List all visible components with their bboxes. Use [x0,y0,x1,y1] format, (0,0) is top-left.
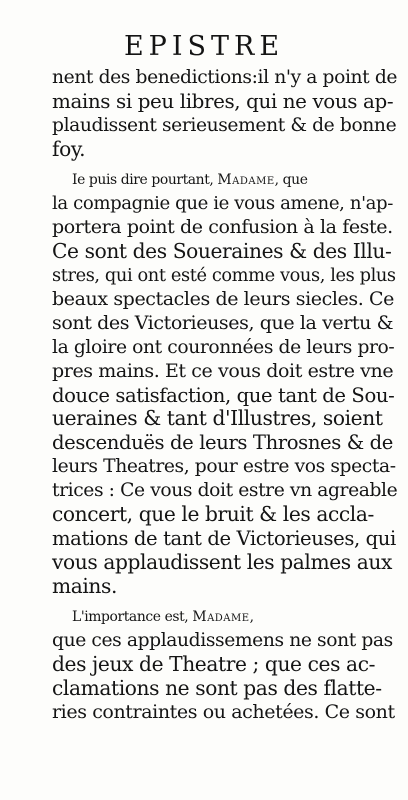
small-caps-word: Madame [217,171,275,188]
text-line: que ces applaudissemens ne sont pas [52,630,393,652]
text-line: douce satisfaction, que tant de Sou- [52,383,395,407]
text-line: nent des benedictions:il n'y a point de [52,67,398,88]
text-line: clamations ne sont pas des flatte- [52,676,382,701]
text-line: sont des Victorieuses, que la vertu & [52,311,394,334]
text-line: descenduës de leurs Throsnes & de [52,431,393,455]
small-caps-word: Madame [192,608,250,625]
text-line: mations de tant de Victorieuses, qui [52,526,396,550]
text-line: vous applaudissent les palmes aux [52,549,392,574]
text-line: pres mains. Et ce vous doit estre vne [52,359,394,382]
text-line: trices : Ce vous doit estre vn agreable [52,480,398,502]
text-line: concert, que le bruit & les accla- [52,502,374,527]
text-line: des jeux de Theatre ; que ces ac- [52,652,376,677]
text-line: Ie puis dire pourtant, Madame, que [72,171,308,188]
text-line: Ce sont des Soueraines & des Illu- [52,239,392,264]
body-text [52,66,398,725]
text-line: mains. [52,573,118,598]
text-line: stres, qui ont esté comme vous, les plus [52,265,396,287]
text-line: portera point de confusion à la feste. [52,216,393,239]
paragraph-1 [52,66,398,162]
text-line: L'importance est, Madame, [72,608,254,625]
text-line: mains si peu libres, qui ne vous ap- [52,89,394,113]
running-head: EPISTRE [123,31,285,62]
paragraph-2 [52,169,398,599]
text-line: la compagnie que ie vous amene, n'ap- [52,193,393,215]
paragraph-3 [52,606,395,725]
text-line: beaux spectacles de leurs siecles. Ce [52,288,394,311]
text-line: la gloire ont couronnées de leurs pro- [52,336,395,358]
text-line: ueraines & tant d'Illustres, soient [52,406,383,431]
text-line: ries contraintes ou achetées. Ce sont [52,701,395,724]
text-line: foy. [52,136,86,161]
text-line: leurs Theatres, pour estre vos specta- [52,456,396,478]
text-line: plaudissent serieusement & de bonne [52,114,397,136]
